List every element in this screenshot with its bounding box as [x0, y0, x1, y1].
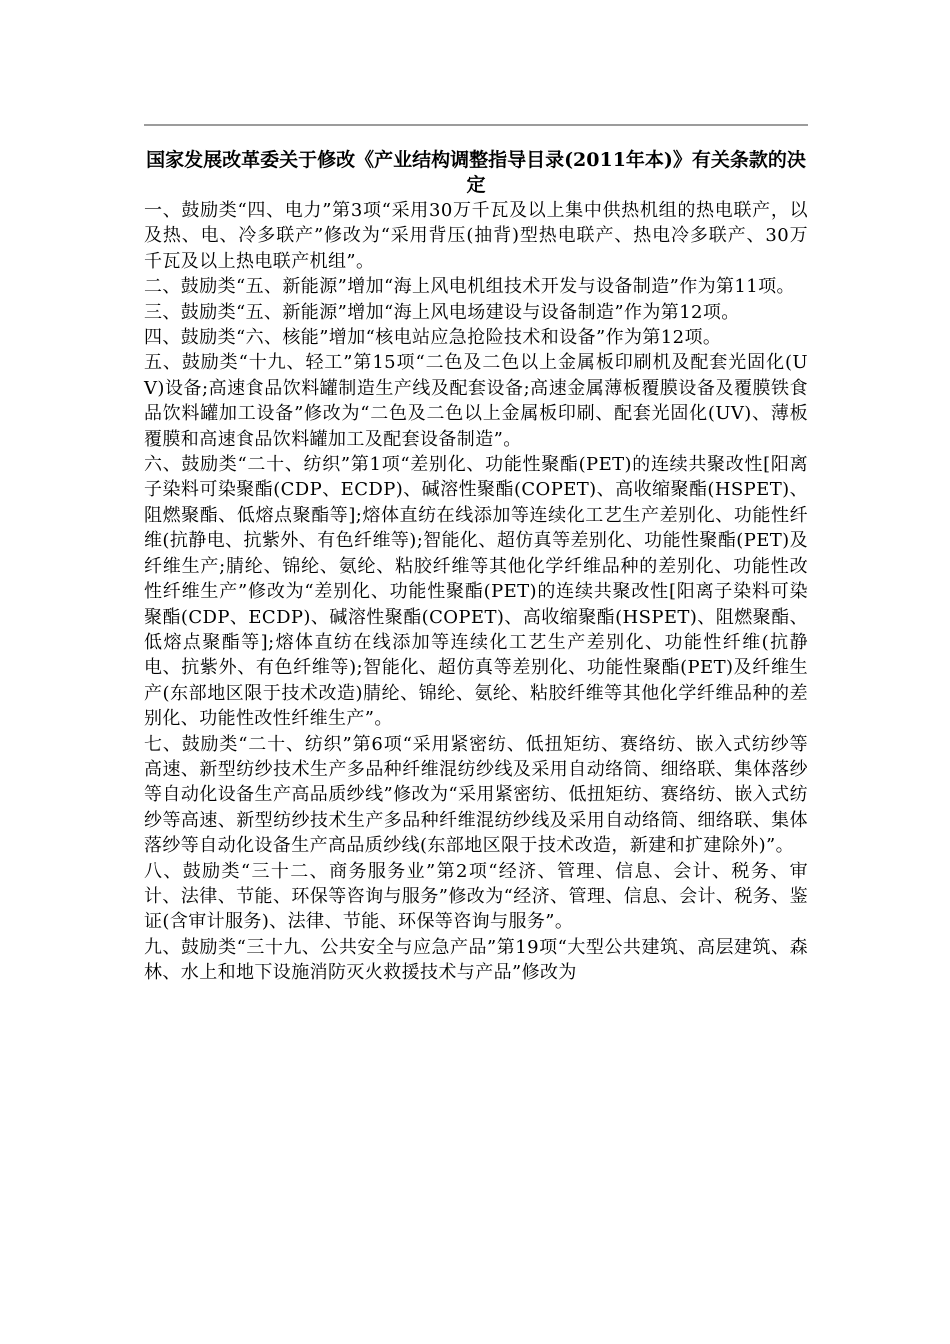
document-body	[144, 198, 808, 986]
paragraph-9: 九、鼓励类“三十九、公共安全与应急产品”第19项“大型公共建筑、高层建筑、森林、水上和地下设施消防灭火救援技术与产品”修改为	[144, 936, 808, 984]
paragraph-6: 六、鼓励类“二十、纺织”第1项“差别化、功能性聚酯(PET)的连续共聚改性[阳离子染料可染聚酯(CDP、ECDP)、碱溶性聚酯(COPET)、高收缩聚酯(HSPET)、阻燃聚酯、低熔点聚酯等];熔体直纺在线添加等连续化工艺生产差别化、功能性纤维(抗静电、抗紫外、有色纤维等);智能化、超仿真等差别化、功能性聚酯(PET)及纤维生产;腈纶、锦纶、氨纶、粘胶纤维等其他化学纤维品种的差别化、功能性改性纤维生产”修改为“差别化、功能性聚酯(PET)的连续共聚改性[阳离子染料可染聚酯(CDP、ECDP)、碱溶性聚酯(COPET)、高收缩聚酯(HSPET)、阻燃聚酯、低熔点聚酯等];熔体直纺在线添加等连续化工艺生产差别化、功能性纤维(抗静电、抗紫外、有色纤维等);智能化、超仿真等差别化、功能性聚酯(PET)及纤维生产(东部地区限于技术改造)腈纶、锦纶、氨纶、粘胶纤维等其他化学纤维品种的差别化、功能性改性纤维生产”。	[144, 454, 808, 730]
paragraph-1: 一、鼓励类“四、电力”第3项“采用30万千瓦及以上集中供热机组的热电联产，以及热、电、冷多联产”修改为“采用背压(抽背)型热电联产、热电冷多联产、30万千瓦及以上热电联产机组”。	[144, 200, 808, 272]
paragraph-8: 八、鼓励类“三十二、商务服务业”第2项“经济、管理、信息、会计、税务、审计、法律、节能、环保等咨询与服务”修改为“经济、管理、信息、会计、税务、鉴证(含审计服务)、法律、节能、环保等咨询与服务”。	[144, 860, 808, 933]
paragraph-3: 三、鼓励类“五、新能源”增加“海上风电场建设与设备制造”作为第12项。	[144, 301, 740, 323]
paragraph-5: 五、鼓励类“十九、轻工”第15项“二色及二色以上金属板印刷机及配套光固化(UV)设备;高速食品饮料罐制造生产线及配套设备;高速金属薄板覆膜设备及覆膜铁食品饮料罐加工设备”修改为“二色及二色以上金属板印刷、配套光固化(UV)、薄板覆膜和高速食品饮料罐加工及配套设备制造”。	[144, 352, 808, 450]
document-page	[144, 0, 808, 1344]
document-title: 国家发展改革委关于修改《产业结构调整指导目录(2011年本)》有关条款的决定	[146, 149, 806, 196]
paragraph-2: 二、鼓励类“五、新能源”增加“海上风电机组技术开发与设备制造”作为第11项。	[144, 276, 795, 298]
header-divider	[144, 124, 808, 126]
paragraph-7: 七、鼓励类“二十、纺织”第6项“采用紧密纺、低扭矩纺、赛络纺、嵌入式纺纱等高速、新型纺纱技术生产多品种纤维混纺纱线及采用自动络筒、细络联、集体落纱等自动化设备生产高品质纱线”修改为“采用紧密纺、低扭矩纺、赛络纺、嵌入式纺纱等高速、新型纺纱技术生产多品种纤维混纺纱线及采用自动络筒、细络联、集体落纱等自动化设备生产高品质纱线(东部地区限于技术改造，新建和扩建除外)”。	[144, 733, 808, 857]
paragraph-4: 四、鼓励类“六、核能”增加“核电站应急抢险技术和设备”作为第12项。	[144, 327, 722, 349]
